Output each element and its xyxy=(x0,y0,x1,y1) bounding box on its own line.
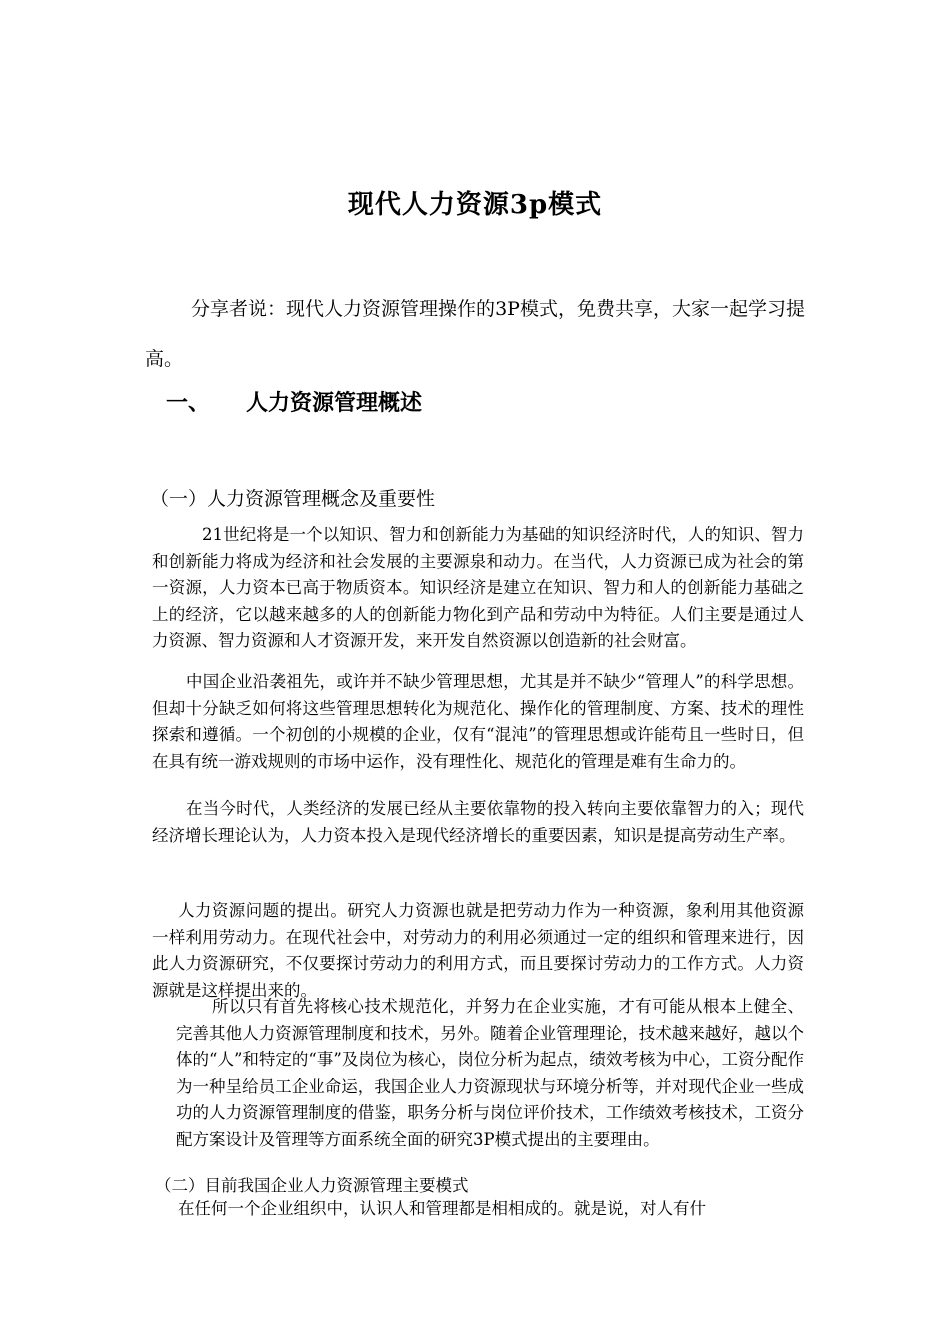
section-heading-1 xyxy=(166,386,422,417)
document-title: 现代人力资源3p模式 xyxy=(347,190,603,220)
section-number: 一、 xyxy=(166,391,211,416)
body-paragraph: 在任何一个企业组织中，认识人和管理都是相相成的。就是说，对人有什 xyxy=(178,1199,706,1218)
body-paragraph: 21世纪将是一个以知识、智力和创新能力为基础的知识经济时代，人的知识、智力和创新能力将成为经济和社会发展的主要源泉和动力。在当代，人力资源已成为社会的第一资源，人力资本已高于物质资本。知识经济是建立在知识、智力和人的创新能力基础之上的经济，它以越来越多的人的创新能力物化到产品和劳动中为特征。人们主要是通过人力资源、智力资源和人才资源开发，来开发自然资源以创造新的社会财富。 xyxy=(152,525,804,650)
body-paragraph: 所以只有首先将核心技术规范化，并努力在企业实施，才有可能从根本上健全、完善其他人力资源管理制度和技术，另外。随着企业管理理论，技术越来越好，越以个体的“人”和特定的“事”及岗位为核心，岗位分析为起点，绩效考核为中心，工资分配作为一种呈给员工企业命运，我国企业人力资源现状与环境分析等，并对现代企业一些成功的人力资源管理制度的借鉴，职务分析与岗位评价技术，工作绩效考核技术，工资分配方案设计及管理等方面系统全面的研究3P模式提出的主要理由。 xyxy=(176,997,804,1149)
body-paragraph: 人力资源问题的提出。研究人力资源也就是把劳动力作为一种资源，象利用其他资源一样利用劳动力。在现代社会中，对劳动力的利用必须通过一定的组织和管理来进行，因此人力资源研究，不仅要探讨劳动力的利用方式，而且要探讨劳动力的工作方式。人力资源就是这样提出来的。 xyxy=(152,901,804,1000)
body-paragraph: 中国企业沿袭祖先，或许并不缺少管理思想，尤其是并不缺少“管理人”的科学思想。但却十分缺乏如何将这些管理思想转化为规范化、操作化的管理制度、方案、技术的理性探索和遵循。一个初创的小规模的企业，仅有“混沌”的管理思想或许能苟且一些时日，但在具有统一游戏规则的市场中运作，没有理性化、规范化的管理是难有生命力的。 xyxy=(152,672,804,771)
section-title: 人力资源管理概述 xyxy=(246,391,423,416)
subsection-heading-1: （一）人力资源管理概念及重要性 xyxy=(150,488,436,510)
intro-paragraph: 分享者说：现代人力资源管理操作的3P模式，免费共享，大家一起学习提高。 xyxy=(145,298,805,370)
subsection-heading-2: （二）目前我国企业人力资源管理主要模式 xyxy=(155,1176,469,1195)
body-paragraph: 在当今时代，人类经济的发展已经从主要依靠物的投入转向主要依靠智力的入；现代经济增长理论认为，人力资本投入是现代经济增长的重要因素，知识是提高劳动生产率。 xyxy=(152,799,804,845)
